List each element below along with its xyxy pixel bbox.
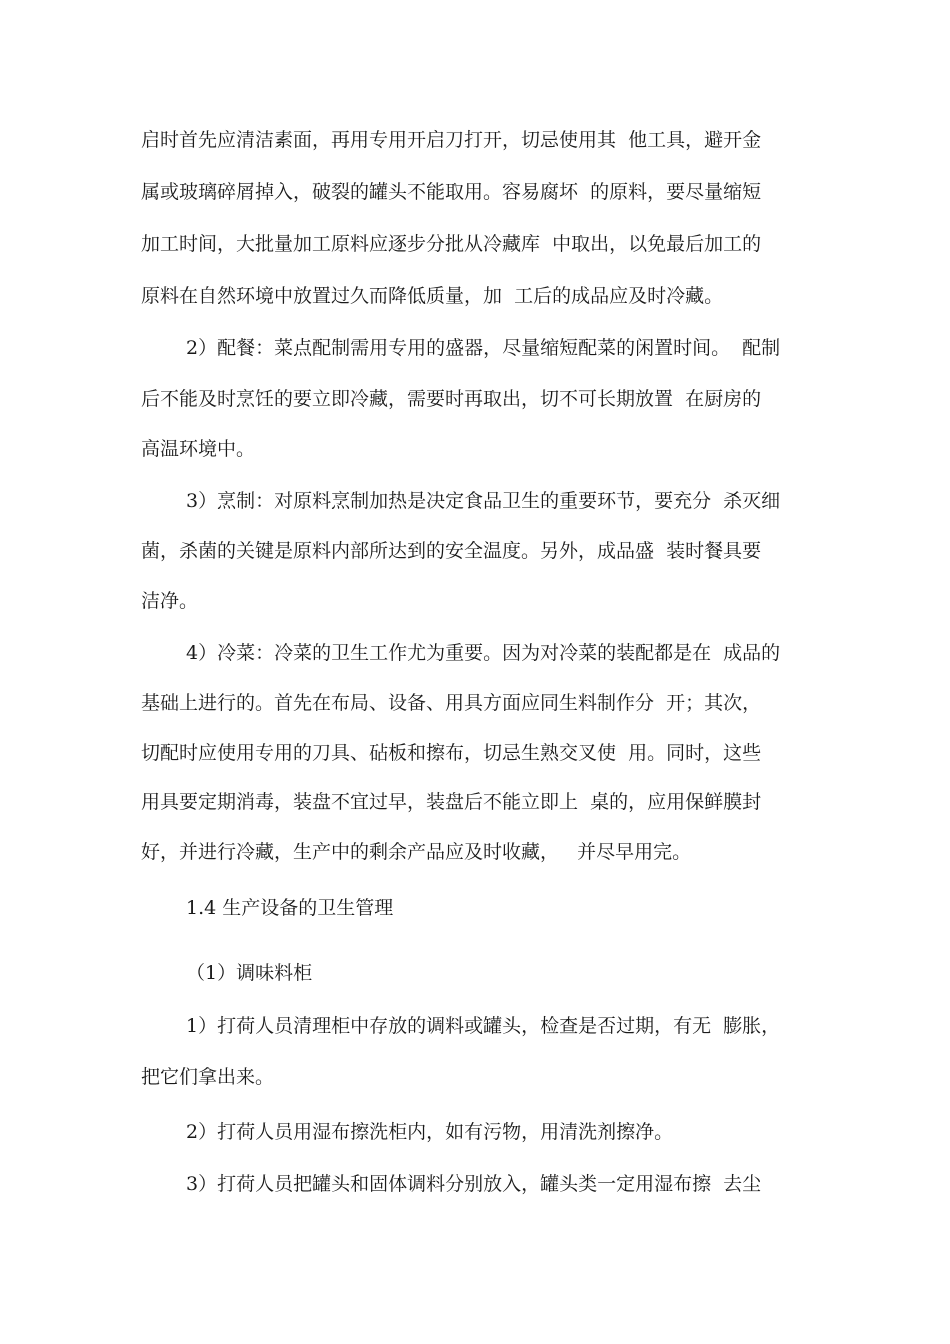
text-line: 用具要定期消毒，装盘不宜过早，装盘后不能立即上 桌的，应用保鲜膜封 bbox=[141, 791, 762, 813]
subsection-heading: （1）调味料柜 bbox=[186, 962, 313, 984]
text-line: 好，并进行冷藏，生产中的剩余产品应及时收藏， 并尽早用完。 bbox=[141, 841, 692, 863]
text-line: 3）烹制：对原料烹制加热是决定食品卫生的重要环节，要充分 杀灭细 bbox=[186, 490, 781, 512]
text-line: 属或玻璃碎屑掉入，破裂的罐头不能取用。容易腐坏 的原料，要尽量缩短 bbox=[141, 181, 762, 203]
text-line: 1）打荷人员清理柜中存放的调料或罐头，检查是否过期，有无 膨胀， bbox=[186, 1015, 781, 1037]
text-line: 基础上进行的。首先在布局、设备、用具方面应同生料制作分 开；其次， bbox=[141, 692, 762, 714]
text-line: 把它们拿出来。 bbox=[141, 1066, 275, 1088]
text-line: 4）冷菜：冷菜的卫生工作尤为重要。因为对冷菜的装配都是在 成品的 bbox=[186, 642, 781, 664]
text-line: 2）打荷人员用湿布擦洗柜内，如有污物，用清洗剂擦净。 bbox=[186, 1121, 674, 1143]
text-line: 2）配餐：菜点配制需用专用的盛器，尽量缩短配菜的闲置时间。 配制 bbox=[186, 337, 781, 359]
document-body bbox=[141, 0, 821, 1344]
text-line: 切配时应使用专用的刀具、砧板和擦布，切忌生熟交叉使 用。同时，这些 bbox=[141, 742, 762, 764]
text-line: 3）打荷人员把罐头和固体调料分别放入，罐头类一定用湿布擦 去尘 bbox=[186, 1173, 762, 1195]
text-line: 启时首先应清洁素面，再用专用开启刀打开，切忌使用其 他工具，避开金 bbox=[141, 129, 762, 151]
text-line: 高温环境中。 bbox=[141, 438, 256, 460]
text-line: 后不能及时烹饪的要立即冷藏，需要时再取出，切不可长期放置 在厨房的 bbox=[141, 388, 762, 410]
text-line: 洁净。 bbox=[141, 590, 199, 612]
section-heading: 1.4 生产设备的卫生管理 bbox=[186, 897, 394, 919]
text-line: 菌，杀菌的关键是原料内部所达到的安全温度。另外，成品盛 装时餐具要 bbox=[141, 540, 762, 562]
text-line: 原料在自然环境中放置过久而降低质量，加 工后的成品应及时冷藏。 bbox=[141, 285, 724, 307]
text-line: 加工时间，大批量加工原料应逐步分批从冷藏库 中取出，以免最后加工的 bbox=[141, 233, 762, 255]
